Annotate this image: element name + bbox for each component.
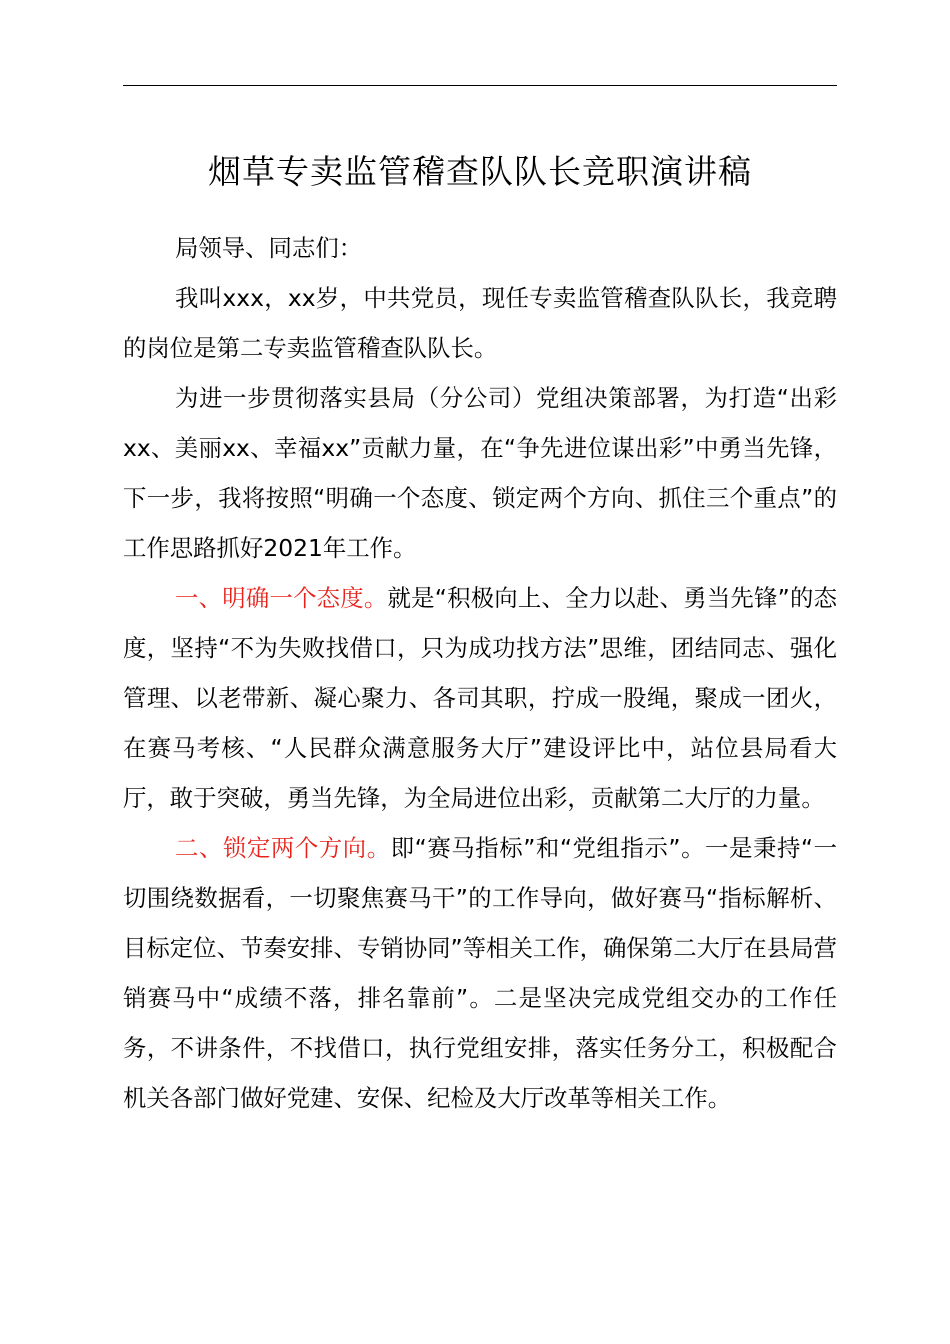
section-paragraph-2: [123, 823, 837, 1123]
intro-paragraph: 我叫xxx，xx岁，中共党员，现任专卖监管稽查队队长，我竞聘的岗位是第二专卖监管稽查队队长。: [123, 284, 837, 362]
document-body: [123, 223, 837, 1123]
section-text-1: 就是“积极向上、全力以赴、勇当先锋”的态度，坚持“不为失败找借口，只为成功找方法”思维，团结同志、强化管理、以老带新、凝心聚力、各司其职，拧成一股绳，聚成一团火，在赛马考核、“人民群众满意服务大厅”建设评比中，站位县局看大厅，敢于突破，勇当先锋，为全局进位出彩，贡献第二大厅的力量。: [123, 584, 838, 812]
section-paragraph-1: [123, 573, 837, 823]
salutation-paragraph: 局领导、同志们：: [175, 234, 363, 262]
overview-paragraph: 为进一步贯彻落实县局（分公司）党组决策部署，为打造“出彩xx、美丽xx、幸福xx”贡献力量，在“争先进位谋出彩”中勇当先锋，下一步，我将按照“明确一个态度、锁定两个方向、抓住三个重点”的工作思路抓好2021年工作。: [123, 384, 837, 562]
document-title: 烟草专卖监管稽查队队长竞职演讲稿: [208, 152, 752, 191]
section-text-2: 即“赛马指标”和“党组指示”。一是秉持“一切围绕数据看，一切聚焦赛马干”的工作导向，做好赛马“指标解析、目标定位、节奏安排、专销协同”等相关工作，确保第二大厅在县局营销赛马中“成绩不落，排名靠前”。二是坚决完成党组交办的工作任务，不讲条件，不找借口，执行党组安排，落实任务分工，积极配合机关各部门做好党建、安保、纪检及大厅改革等相关工作。: [123, 834, 838, 1112]
section-heading-1: 一、明确一个态度。: [175, 584, 388, 612]
header-rule: [123, 85, 837, 86]
section-heading-2: 二、锁定两个方向。: [175, 834, 391, 862]
